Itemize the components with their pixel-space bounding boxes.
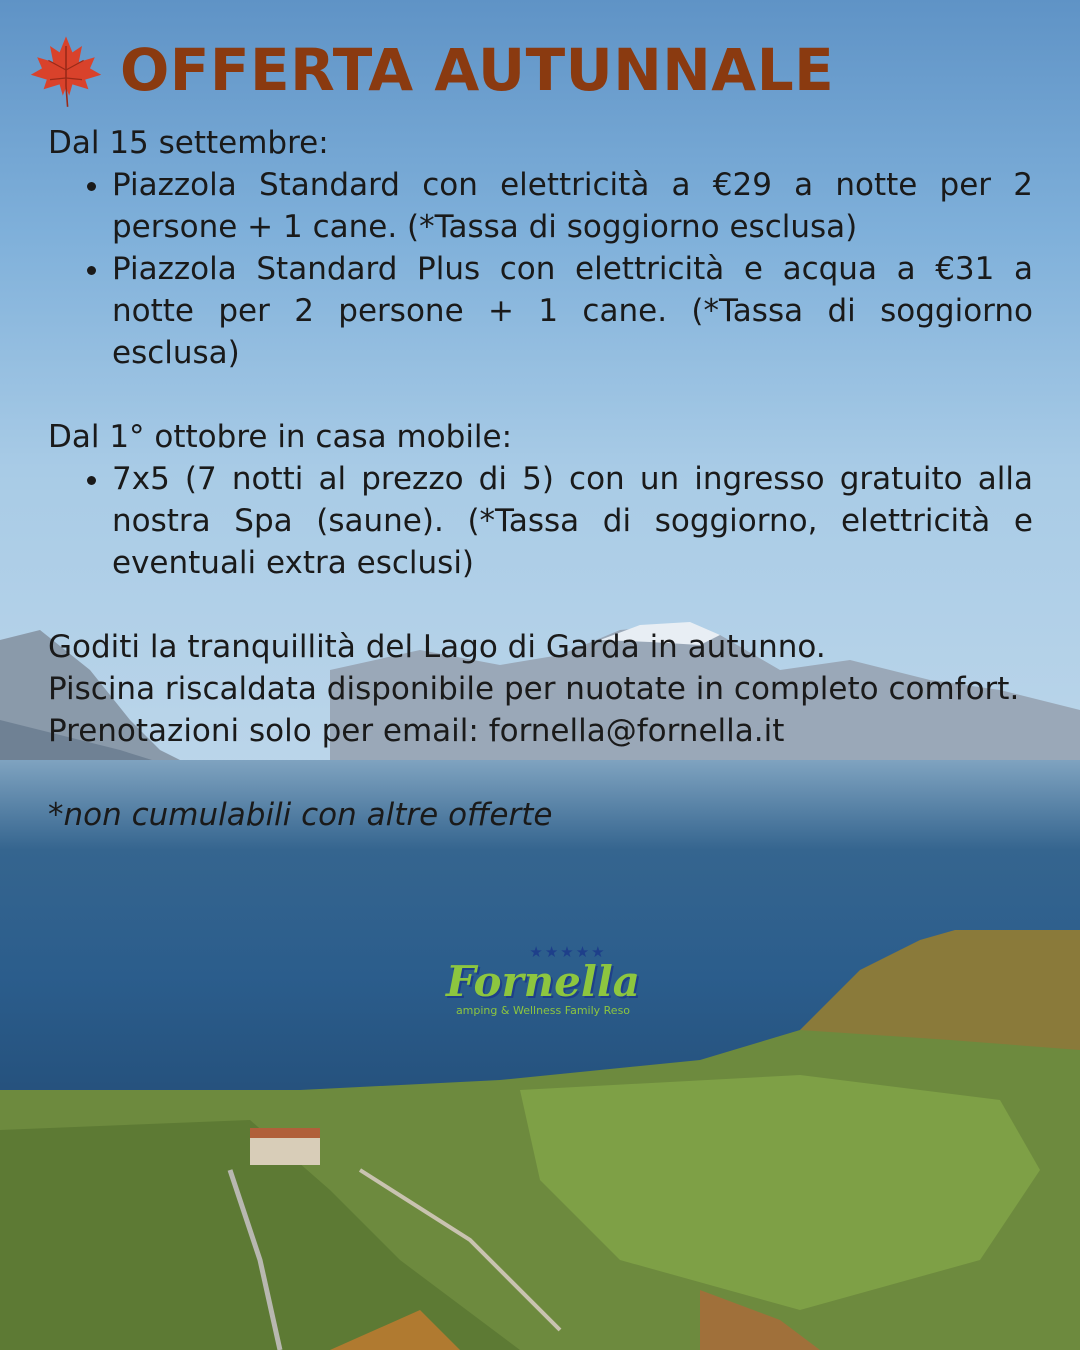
info-line-booking: Prenotazioni solo per email: fornella@fornella.it — [48, 713, 785, 749]
fornella-logo — [436, 945, 650, 1020]
info-line-pool: Piscina riscaldata disponibile per nuotate in completo comfort. — [48, 671, 1020, 707]
section2-list — [48, 458, 1033, 584]
list-item: • Piazzola Standard Plus con elettricità e acqua a €31 a notte per 2 persone + 1 cane. (*Tassa di soggiorno esclusa) — [112, 248, 1033, 374]
title-row — [26, 30, 834, 110]
maple-leaf-icon — [26, 30, 106, 110]
section1-list — [48, 164, 1033, 374]
footnote: *non cumulabili con altre offerte — [48, 797, 553, 833]
info-line-lake: Goditi la tranquillità del Lago di Garda in autunno. — [48, 629, 826, 665]
section1-intro: Dal 15 settembre: — [48, 125, 329, 161]
offer-text — [48, 122, 1033, 836]
page-title: OFFERTA AUTUNNALE — [120, 36, 835, 104]
logo-name: Fornella — [445, 957, 641, 1006]
list-item: • Piazzola Standard con elettricità a €29 a notte per 2 persone + 1 cane. (*Tassa di soggiorno esclusa) — [112, 164, 1033, 248]
logo-tagline: amping & Wellness Family Reso — [455, 1004, 631, 1017]
list-item: • 7x5 (7 notti al prezzo di 5) con un ingresso gratuito alla nostra Spa (saune). (*Tassa di soggiorno, elettricità e eventuali extra esclusi) — [112, 458, 1033, 584]
star-rating-icon: ★★★★★ — [529, 943, 607, 961]
section2-intro: Dal 1° ottobre in casa mobile: — [48, 419, 513, 455]
